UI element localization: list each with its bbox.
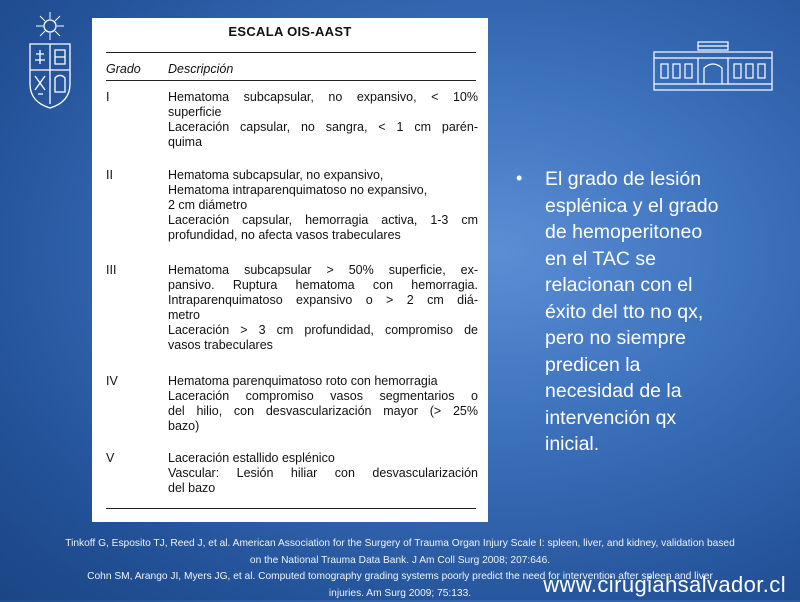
building-logo-icon xyxy=(652,40,774,94)
grade-description xyxy=(168,90,478,150)
description-line: vasos trabeculares xyxy=(168,338,478,353)
description-line: del bazo xyxy=(168,481,478,496)
bullet-icon: • xyxy=(516,168,522,189)
description-line: Laceración estallido esplénico xyxy=(168,451,478,466)
bullet-line: esplénica y el grado xyxy=(545,193,760,220)
description-line: Hematoma subcapsular > 50% superficie, ex- xyxy=(168,263,478,278)
ois-aast-table xyxy=(92,18,488,522)
grade-label: II xyxy=(106,168,113,182)
bullet-line: intervención qx xyxy=(545,405,760,432)
description-line: Laceración > 3 cm profundidad, compromiso de xyxy=(168,323,478,338)
description-line: 2 cm diámetro xyxy=(168,198,478,213)
description-line: Hematoma parenquimatoso roto con hemorragia xyxy=(168,374,478,389)
bullet-line: El grado de lesión xyxy=(545,166,760,193)
description-line: Vascular: Lesión hiliar con desvascularización xyxy=(168,466,478,481)
description-line: superficie xyxy=(168,105,478,120)
table-top-rule xyxy=(106,52,476,53)
table-title: ESCALA OIS-AAST xyxy=(92,24,488,39)
grade-description xyxy=(168,263,478,353)
description-line: metro xyxy=(168,308,478,323)
bullet-line: en el TAC se xyxy=(545,246,760,273)
table-header-rule xyxy=(106,80,476,81)
column-header-grade: Grado xyxy=(106,62,141,76)
university-seal-icon xyxy=(24,10,76,110)
description-line: Laceración capsular, hemorragia activa, 1-3 cm xyxy=(168,213,478,228)
bullet-line: pero no siempre xyxy=(545,325,760,352)
description-line: quima xyxy=(168,135,478,150)
description-line: Hematoma intraparenquimatoso no expansivo, xyxy=(168,183,478,198)
description-line: Intraparenquimatoso expansivo o > 2 cm diá- xyxy=(168,293,478,308)
grade-label: III xyxy=(106,263,116,277)
description-line: del hilio, con desvascularización mayor (> 25% xyxy=(168,404,478,419)
table-bottom-rule xyxy=(106,508,476,509)
reference-line: Tinkoff G, Esposito TJ, Reed J, et al. American Association for the Surgery of Trauma Organ Injury Scale I: spleen, liver, and kidney, validation based xyxy=(20,536,780,553)
bullet-line: de hemoperitoneo xyxy=(545,219,760,246)
description-line: bazo) xyxy=(168,419,478,434)
description-line: profundidad, no afecta vasos trabeculares xyxy=(168,228,478,243)
bullet-line: inicial. xyxy=(545,431,760,458)
grade-description xyxy=(168,451,478,496)
bullet-line: éxito del tto no qx, xyxy=(545,299,760,326)
grade-description xyxy=(168,168,478,243)
bullet-line: predicen la xyxy=(545,352,760,379)
column-header-description: Descripción xyxy=(168,62,233,76)
bullet-text xyxy=(545,166,760,458)
reference-line: on the National Trauma Data Bank. J Am Coll Surg 2008; 207:646. xyxy=(20,553,780,570)
grade-label: IV xyxy=(106,374,118,388)
grade-description xyxy=(168,374,478,434)
description-line: Hematoma subcapsular, no expansivo, < 10% xyxy=(168,90,478,105)
grade-label: V xyxy=(106,451,114,465)
bullet-line: relacionan con el xyxy=(545,272,760,299)
grade-label: I xyxy=(106,90,109,104)
reference-line: Cohn SM, Arango JI, Myers JG, et al. Computed tomography grading systems poorly predict the need for intervention after spleen and liver xyxy=(20,569,780,586)
description-line: Laceración capsular, no sangra, < 1 cm parén- xyxy=(168,120,478,135)
website-url: www.cirugiahsalvador.cl xyxy=(543,572,786,598)
description-line: Hematoma subcapsular, no expansivo, xyxy=(168,168,478,183)
description-line: pansivo. Ruptura hematoma con hemorragia. xyxy=(168,278,478,293)
reference-line: injuries. Am Surg 2009; 75:133. xyxy=(20,586,780,602)
bullet-line: necesidad de la xyxy=(545,378,760,405)
description-line: Laceración compromiso vasos segmentarios o xyxy=(168,389,478,404)
